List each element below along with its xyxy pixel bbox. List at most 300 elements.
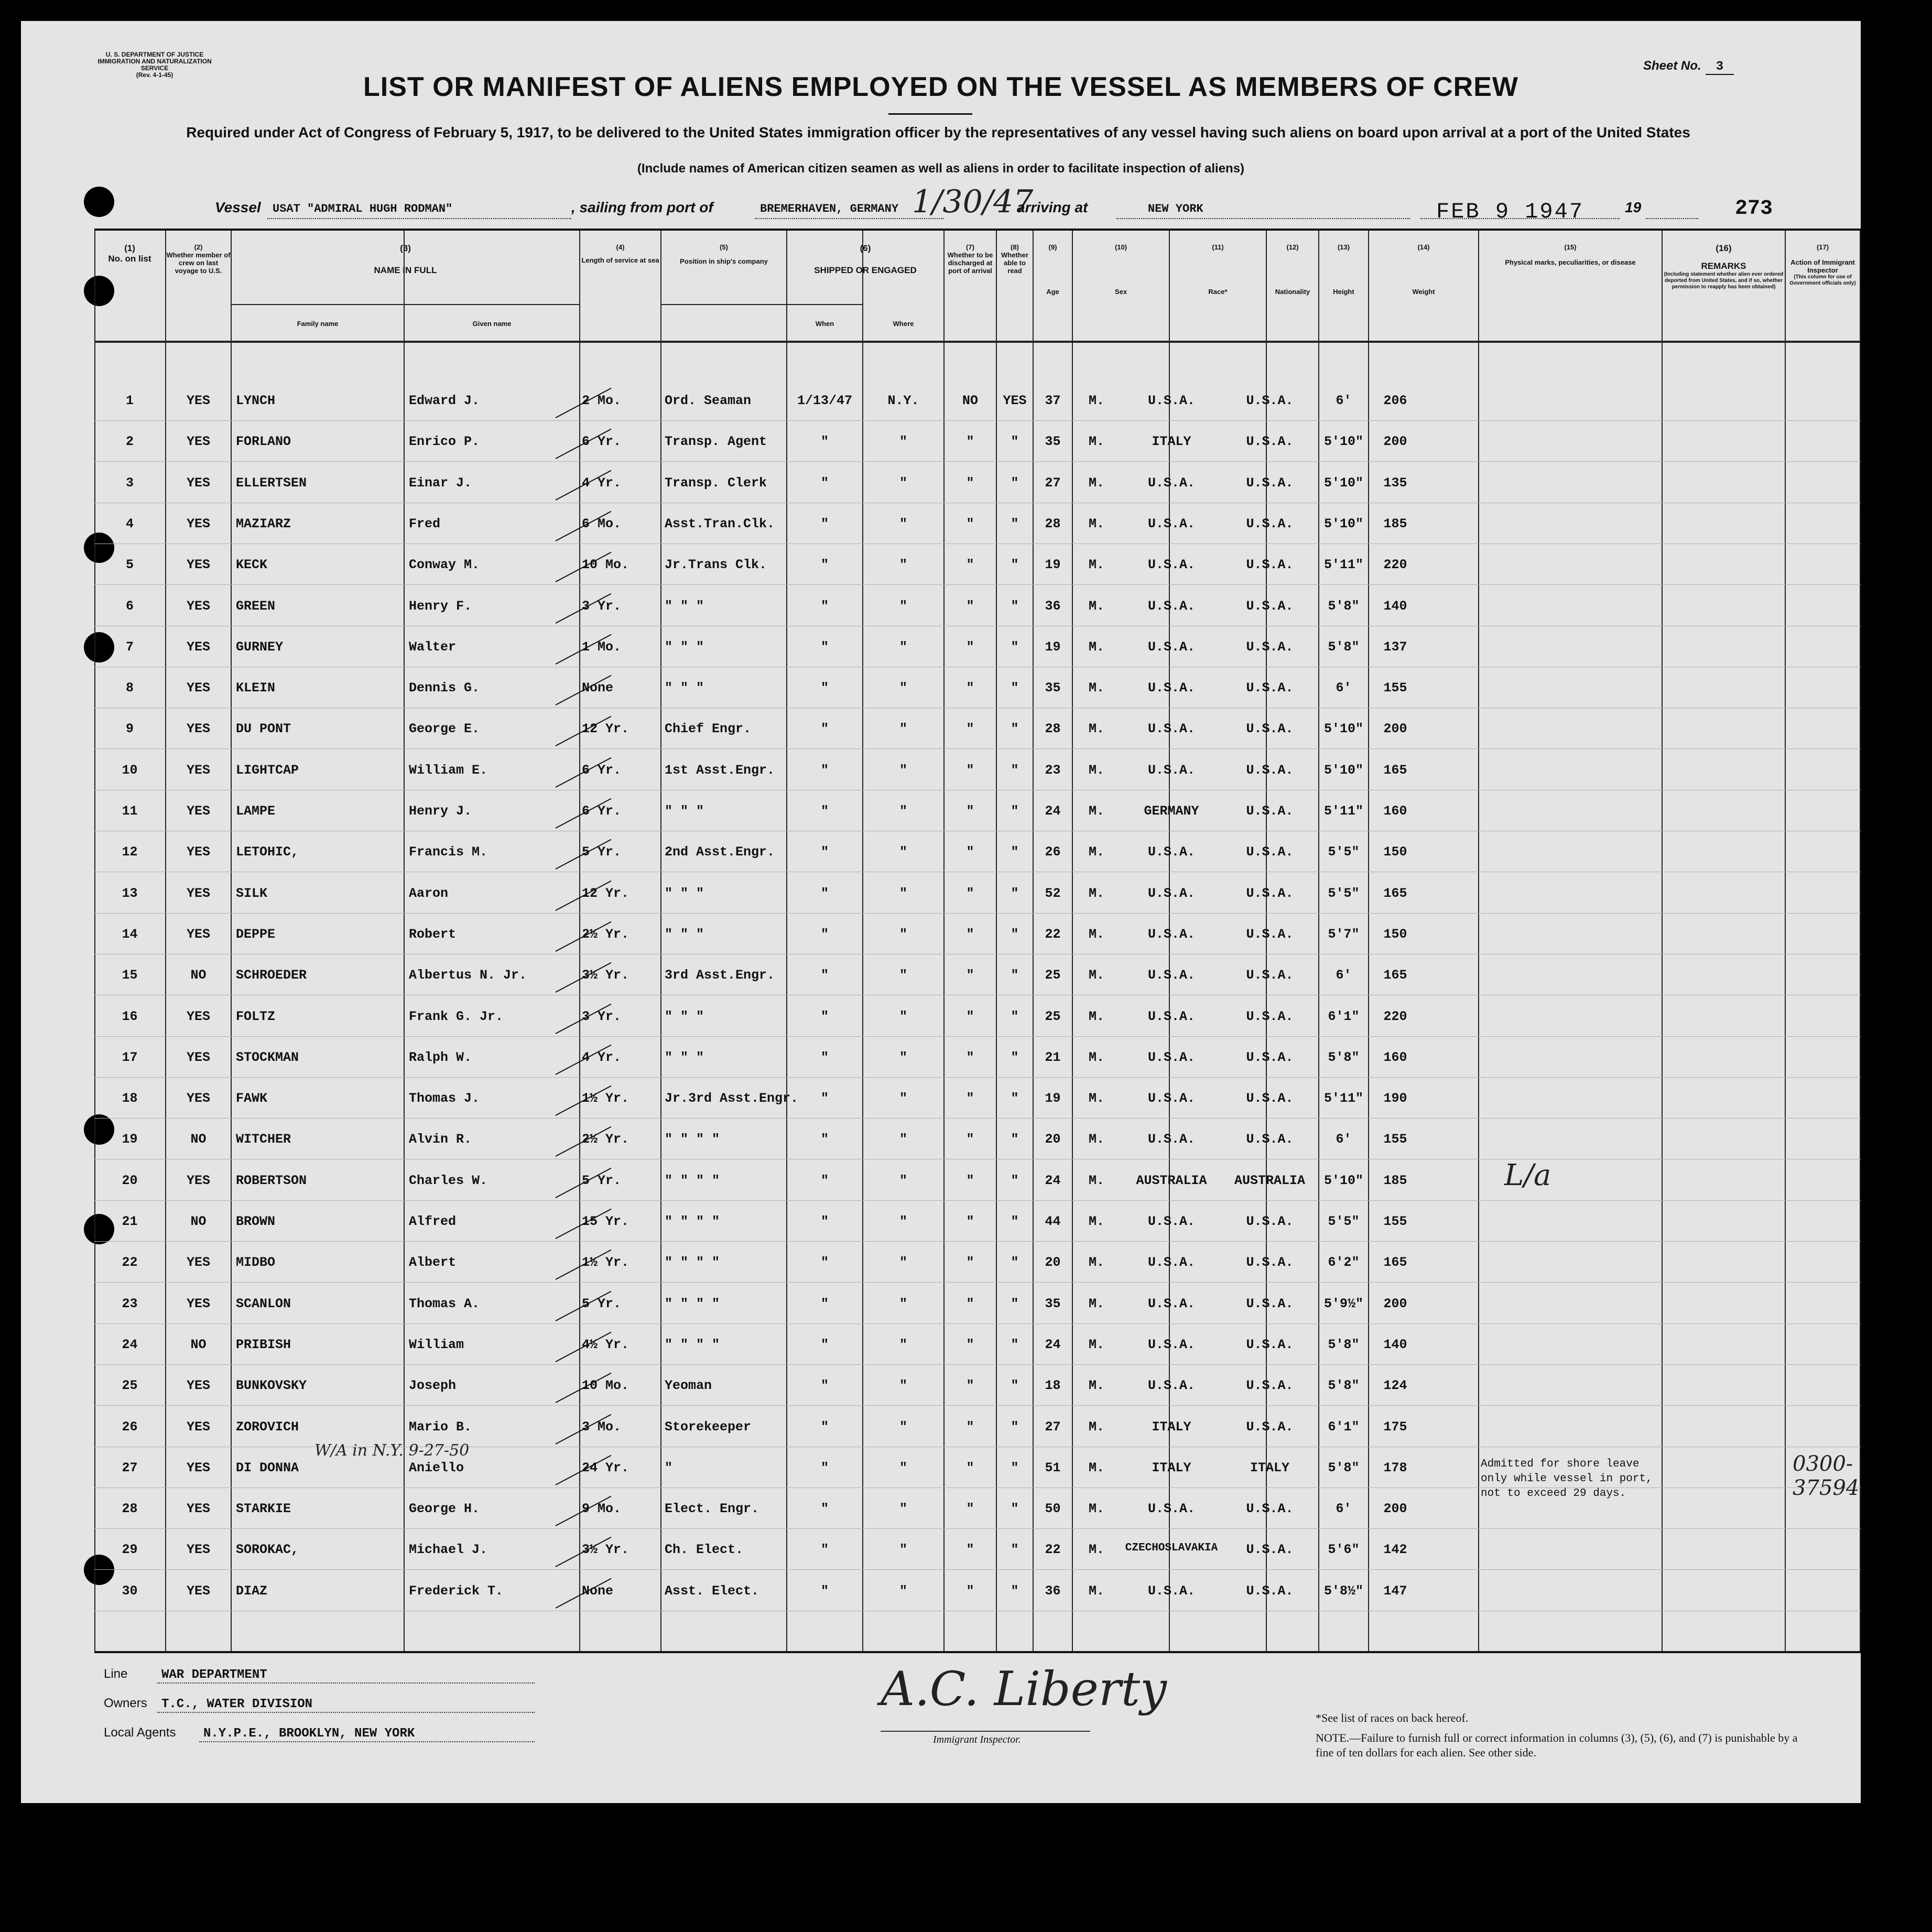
cell-position: Asst. Elect. — [665, 1583, 759, 1599]
col-shipped-header — [787, 243, 943, 276]
col-title: REMARKS — [1701, 261, 1746, 271]
cell-no: 29 — [122, 1542, 138, 1558]
cell-nat: U.S.A. — [1246, 926, 1294, 942]
col-family-header: Family name — [297, 320, 339, 328]
cell-height: 5'10" — [1323, 434, 1363, 450]
col-title: Whether able to read — [1001, 251, 1028, 275]
column-border — [404, 231, 405, 1651]
cell-height: 5'8" — [1328, 1460, 1360, 1475]
cell-when: " — [820, 1296, 829, 1311]
cell-family: ZOROVICH — [236, 1419, 299, 1435]
race-note: *See list of races on back hereof. — [1316, 1711, 1469, 1724]
cell-length: 6 Yr. — [582, 804, 622, 819]
cell-height: 5'8" — [1328, 1049, 1360, 1065]
cell-read: " — [1011, 804, 1019, 819]
manifest-sheet — [21, 21, 1861, 1803]
cell-race: U.S.A. — [1147, 475, 1195, 491]
cell-sex: M. — [1088, 1542, 1104, 1558]
cell-length: 3 Yr. — [582, 598, 622, 614]
cell-disch: " — [966, 968, 974, 983]
cell-read: " — [1011, 434, 1019, 450]
cell-where: " — [899, 598, 907, 614]
cell-disch: " — [966, 1255, 974, 1271]
cell-age: 35 — [1045, 1296, 1061, 1311]
cell-position: Elect. Engr. — [665, 1501, 759, 1517]
cell-where: " — [899, 639, 907, 655]
cell-given: Albert — [409, 1255, 457, 1271]
requirement-text: Required under Act of Congress of February 5, 1917, to be delivered to the United States immigration officer by the representatives of any vessel having such aliens on board upon arrival at a port of the United States — [186, 124, 1690, 140]
cell-where: N.Y. — [887, 393, 919, 408]
cell-read: " — [1011, 1542, 1019, 1558]
cell-race: U.S.A. — [1147, 1214, 1195, 1229]
cell-read: " — [1011, 1091, 1019, 1106]
cell-length: 5 Yr. — [582, 844, 622, 860]
column-border — [1478, 231, 1479, 1651]
cell-race: U.S.A. — [1147, 885, 1195, 901]
fill-line — [1420, 218, 1620, 219]
cell-weight: 155 — [1383, 1132, 1407, 1147]
col-title: Position in ship's company — [680, 257, 768, 265]
cell-race: CZECHOSLAVAKIA — [1125, 1542, 1218, 1555]
agency-line: (Rev. 4-1-45) — [136, 71, 173, 79]
cell-where: " — [899, 1132, 907, 1147]
cell-height: 5'8" — [1328, 1337, 1360, 1352]
cell-race: U.S.A. — [1147, 1132, 1195, 1147]
cell-length: 3½ Yr. — [582, 1542, 629, 1558]
cell-weight: 135 — [1383, 475, 1407, 491]
cell-height: 5'5" — [1328, 885, 1360, 901]
col-title: Race* — [1208, 288, 1228, 296]
cell-weight: 150 — [1383, 844, 1407, 860]
cell-age: 26 — [1045, 844, 1061, 860]
cell-length: 6 Mo. — [582, 516, 622, 531]
col-number: (12) — [1286, 243, 1299, 251]
col-title: Whether member of crew on last voyage to U.S. — [166, 251, 231, 275]
col-title: Whether to be discharged at port of arrival — [947, 251, 993, 275]
cell-family: DIAZ — [236, 1583, 268, 1599]
cell-race: U.S.A. — [1147, 680, 1195, 696]
cell-position: Chief Engr. — [665, 721, 752, 737]
cell-height: 5'8½" — [1323, 1583, 1363, 1599]
cell-age: 21 — [1045, 1049, 1061, 1065]
cell-weight: 185 — [1383, 516, 1407, 531]
cell-read: " — [1011, 762, 1019, 778]
line-value: WAR DEPARTMENT — [161, 1668, 267, 1682]
cell-weight: 200 — [1383, 1501, 1407, 1517]
cell-height: 5'8" — [1328, 1378, 1360, 1394]
cell-given: Walter — [409, 639, 457, 655]
cell-member: YES — [186, 557, 210, 573]
cell-disch: " — [966, 885, 974, 901]
cell-family: BUNKOVSKY — [236, 1378, 307, 1394]
cell-member: YES — [186, 516, 210, 531]
column-border — [1662, 231, 1663, 1651]
cell-where: " — [899, 1501, 907, 1517]
cell-sex: M. — [1088, 885, 1104, 901]
cell-no: 14 — [122, 926, 138, 942]
col-no-header — [94, 243, 165, 264]
cell-length: 4 Yr. — [582, 475, 622, 491]
cell-when: " — [820, 557, 829, 573]
cell-height: 5'11" — [1323, 1091, 1363, 1106]
cell-weight: 137 — [1383, 639, 1407, 655]
cell-length: None — [582, 680, 614, 696]
cell-disch: " — [966, 1501, 974, 1517]
page-title: LIST OR MANIFEST OF ALIENS EMPLOYED ON THE VESSEL AS MEMBERS OF CREW — [363, 72, 1518, 102]
cell-position: " — [665, 1460, 673, 1475]
cell-disch: " — [966, 680, 974, 696]
cell-position: " " " " — [665, 1214, 720, 1229]
cell-member: YES — [186, 721, 210, 737]
cell-race: U.S.A. — [1147, 968, 1195, 983]
cell-given: Edward J. — [409, 393, 480, 408]
cell-where: " — [899, 1460, 907, 1475]
cell-nat: U.S.A. — [1246, 1378, 1294, 1394]
cell-when: " — [820, 968, 829, 983]
cell-given: Albertus N. Jr. — [409, 968, 527, 983]
cell-weight: 140 — [1383, 598, 1407, 614]
cell-where: " — [899, 475, 907, 491]
cell-where: " — [899, 762, 907, 778]
cell-sex: M. — [1088, 475, 1104, 491]
cell-when: " — [820, 1337, 829, 1352]
cell-sex: M. — [1088, 598, 1104, 614]
cell-member: YES — [186, 1008, 210, 1024]
fill-line — [199, 1741, 535, 1742]
cell-given: William E. — [409, 762, 488, 778]
cell-given: Enrico P. — [409, 434, 480, 450]
column-border — [579, 231, 580, 1651]
fill-line — [1646, 218, 1698, 219]
cell-family: KLEIN — [236, 680, 276, 696]
cell-where: " — [899, 885, 907, 901]
year-label: 19 — [1625, 199, 1642, 215]
cell-when: " — [820, 434, 829, 450]
cell-height: 5'10" — [1323, 721, 1363, 737]
cell-age: 27 — [1045, 475, 1061, 491]
cell-length: 12 Yr. — [582, 885, 629, 901]
cell-read: " — [1011, 680, 1019, 696]
cell-length: 3 Yr. — [582, 1008, 622, 1024]
cell-length: 6 Yr. — [582, 762, 622, 778]
cell-position: " " " " — [665, 1173, 720, 1188]
cell-age: 25 — [1045, 968, 1061, 983]
cell-read: " — [1011, 926, 1019, 942]
cell-sex: M. — [1088, 1296, 1104, 1311]
cell-family: SCANLON — [236, 1296, 291, 1311]
cell-length: 1½ Yr. — [582, 1255, 629, 1271]
col-subtitle: (Including statement whether alien ever ordered deported from United States, and if so, whether permission to reapply has been obtained) — [1664, 272, 1784, 290]
cell-member: YES — [186, 1378, 210, 1394]
cell-weight: 160 — [1383, 1049, 1407, 1065]
row-rule — [94, 1036, 1861, 1037]
cell-age: 35 — [1045, 434, 1061, 450]
cell-weight: 155 — [1383, 680, 1407, 696]
cell-weight: 200 — [1383, 1296, 1407, 1311]
cell-weight: 142 — [1383, 1542, 1407, 1558]
cell-height: 6' — [1336, 680, 1352, 696]
cell-when: " — [820, 680, 829, 696]
col-action-header — [1786, 243, 1860, 287]
cell-length: 1½ Yr. — [582, 1091, 629, 1106]
cell-age: 24 — [1045, 1337, 1061, 1352]
cell-weight: 165 — [1383, 1255, 1407, 1271]
cell-sex: M. — [1088, 393, 1104, 408]
cell-member: NO — [190, 1337, 207, 1352]
cell-race: U.S.A. — [1147, 1091, 1195, 1106]
cell-position: Ord. Seaman — [665, 393, 752, 408]
cell-age: 51 — [1045, 1460, 1061, 1475]
cell-race: ITALY — [1152, 1460, 1191, 1475]
cell-no: 8 — [125, 680, 134, 696]
cell-given: Aniello — [409, 1460, 464, 1475]
cell-member: YES — [186, 680, 210, 696]
cell-position: Jr.Trans Clk. — [665, 557, 767, 573]
cell-given: George E. — [409, 721, 480, 737]
cell-no: 12 — [122, 844, 138, 860]
cell-member: YES — [186, 1501, 210, 1517]
col-title: Physical marks, peculiarities, or disease — [1505, 258, 1636, 266]
cell-family: BROWN — [236, 1214, 276, 1229]
cell-nat: U.S.A. — [1246, 1091, 1294, 1106]
cell-age: 35 — [1045, 680, 1061, 696]
col-sex-header — [1073, 243, 1169, 296]
cell-when: " — [820, 1583, 829, 1599]
cell-weight: 185 — [1383, 1173, 1407, 1188]
col-number: (7) — [966, 243, 974, 251]
cell-disch: " — [966, 1008, 974, 1024]
col-number: (17) — [1816, 243, 1829, 251]
cell-race: U.S.A. — [1147, 639, 1195, 655]
cell-read: " — [1011, 844, 1019, 860]
cell-family: LAMPE — [236, 804, 276, 819]
cell-when: " — [820, 762, 829, 778]
col-nationality-header — [1267, 243, 1318, 296]
cell-age: 20 — [1045, 1132, 1061, 1147]
cell-given: Mario B. — [409, 1419, 472, 1435]
cell-read: " — [1011, 1337, 1019, 1352]
cell-length: 4½ Yr. — [582, 1337, 629, 1352]
cell-weight: 124 — [1383, 1378, 1407, 1394]
col-member-header — [166, 243, 231, 275]
cell-no: 28 — [122, 1501, 138, 1517]
cell-position: " " " — [665, 639, 704, 655]
cell-when: " — [820, 1214, 829, 1229]
cell-position: Storekeeper — [665, 1419, 752, 1435]
cell-where: " — [899, 1337, 907, 1352]
cell-nat: U.S.A. — [1246, 639, 1294, 655]
cell-age: 23 — [1045, 762, 1061, 778]
cell-when: " — [820, 804, 829, 819]
col-title: Length of service at sea — [581, 256, 659, 264]
cell-length: 2½ Yr. — [582, 926, 629, 942]
cell-height: 6' — [1336, 968, 1352, 983]
cell-member: YES — [186, 639, 210, 655]
cell-position: " " " — [665, 804, 704, 819]
cell-given: Francis M. — [409, 844, 488, 860]
cell-when: " — [820, 1460, 829, 1475]
column-border — [1860, 231, 1861, 1651]
cell-sex: M. — [1088, 1419, 1104, 1435]
col-number: (9) — [1048, 243, 1057, 251]
cell-height: 5'11" — [1323, 557, 1363, 573]
col-number: (4) — [616, 243, 625, 251]
cell-when: " — [820, 1542, 829, 1558]
cell-sex: M. — [1088, 1583, 1104, 1599]
cell-read: " — [1011, 1378, 1019, 1394]
cell-when: " — [820, 1419, 829, 1435]
cell-family: FOLTZ — [236, 1008, 276, 1024]
cell-weight: 160 — [1383, 804, 1407, 819]
row-rule — [94, 1528, 1861, 1529]
cell-where: " — [899, 1173, 907, 1188]
cell-no: 5 — [125, 557, 134, 573]
cell-given: Conway M. — [409, 557, 480, 573]
cell-race: U.S.A. — [1147, 1378, 1195, 1394]
cell-read: " — [1011, 721, 1019, 737]
cell-member: YES — [186, 1419, 210, 1435]
cell-nat: U.S.A. — [1246, 844, 1294, 860]
col-number: (11) — [1212, 243, 1224, 251]
cell-nat: U.S.A. — [1246, 762, 1294, 778]
inspector-signature: A.C. Liberty — [881, 1662, 1167, 1717]
cell-race: U.S.A. — [1147, 1008, 1195, 1024]
cell-weight: 155 — [1383, 1214, 1407, 1229]
cell-where: " — [899, 1255, 907, 1271]
cell-weight: 150 — [1383, 926, 1407, 942]
cell-position: " " " — [665, 885, 704, 901]
agency-line: IMMIGRATION AND NATURALIZATION SERVICE — [97, 58, 212, 72]
cell-given: Henry J. — [409, 804, 472, 819]
column-border — [660, 231, 661, 1651]
cell-no: 30 — [122, 1583, 138, 1599]
owners-label: Owners — [104, 1696, 147, 1710]
row-rule — [94, 420, 1861, 421]
cell-when: " — [820, 1049, 829, 1065]
crew-table — [94, 229, 1861, 1653]
cell-read: " — [1011, 475, 1019, 491]
column-border — [231, 231, 232, 1651]
cell-disch: " — [966, 639, 974, 655]
cell-when: " — [820, 598, 829, 614]
cell-when: " — [820, 844, 829, 860]
cell-family: LETOHIC, — [236, 844, 299, 860]
cell-height: 6'1" — [1328, 1419, 1360, 1435]
col-title: SHIPPED OR ENGAGED — [814, 265, 917, 275]
cell-sex: M. — [1088, 1008, 1104, 1024]
cell-weight: 175 — [1383, 1419, 1407, 1435]
cell-where: " — [899, 1583, 907, 1599]
row-rule — [94, 1405, 1861, 1406]
cell-age: 36 — [1045, 598, 1061, 614]
cell-sex: M. — [1088, 1214, 1104, 1229]
cell-disch: " — [966, 516, 974, 531]
cell-where: " — [899, 1008, 907, 1024]
cell-nat: U.S.A. — [1246, 680, 1294, 696]
cell-member: YES — [186, 844, 210, 860]
cell-given: Joseph — [409, 1378, 457, 1394]
cell-family: LIGHTCAP — [236, 762, 299, 778]
col-title: No. on list — [108, 254, 151, 264]
cell-weight: 190 — [1383, 1091, 1407, 1106]
cell-height: 5'11" — [1323, 804, 1363, 819]
cell-member: NO — [190, 1132, 207, 1147]
cell-sex: M. — [1088, 639, 1104, 655]
cell-race: U.S.A. — [1147, 844, 1195, 860]
cell-position: " " " " — [665, 1296, 720, 1311]
col-number: (6) — [860, 243, 871, 253]
col-where-header: Where — [893, 320, 914, 328]
cell-no: 23 — [122, 1296, 138, 1311]
cell-disch: " — [966, 1583, 974, 1599]
cell-length: None — [582, 1583, 614, 1599]
cell-read: " — [1011, 1049, 1019, 1065]
cell-disch: " — [966, 844, 974, 860]
cell-sex: M. — [1088, 1173, 1104, 1188]
cell-height: 5'8" — [1328, 639, 1360, 655]
cell-disch: " — [966, 926, 974, 942]
cell-disch: " — [966, 557, 974, 573]
cell-read: " — [1011, 639, 1019, 655]
cell-no: 16 — [122, 1008, 138, 1024]
cell-family: DEPPE — [236, 926, 276, 942]
cell-height: 5'10" — [1323, 516, 1363, 531]
cell-position: Asst.Tran.Clk. — [665, 516, 775, 531]
cell-disch: " — [966, 1214, 974, 1229]
cell-no: 3 — [125, 475, 134, 491]
cell-race: U.S.A. — [1147, 1583, 1195, 1599]
cell-no: 18 — [122, 1091, 138, 1106]
cell-nat: U.S.A. — [1246, 1583, 1294, 1599]
cell-position: 3rd Asst.Engr. — [665, 968, 775, 983]
cell-height: 6'2" — [1328, 1255, 1360, 1271]
cell-race: AUSTRALIA — [1136, 1173, 1207, 1188]
cell-age: 18 — [1045, 1378, 1061, 1394]
cell-member: YES — [186, 762, 210, 778]
cell-age: 44 — [1045, 1214, 1061, 1229]
cell-race: ITALY — [1152, 1419, 1191, 1435]
cell-height: 5'10" — [1323, 762, 1363, 778]
cell-age: 27 — [1045, 1419, 1061, 1435]
cell-sex: M. — [1088, 721, 1104, 737]
cell-disch: " — [966, 804, 974, 819]
col-number: (2) — [194, 243, 203, 251]
cell-given: George H. — [409, 1501, 480, 1517]
cell-age: 37 — [1045, 393, 1061, 408]
cell-race: U.S.A. — [1147, 598, 1195, 614]
cell-given: Einar J. — [409, 475, 472, 491]
cell-length: 15 Yr. — [582, 1214, 629, 1229]
cell-when: " — [820, 1501, 829, 1517]
col-read-header — [997, 243, 1033, 275]
cell-length: 3 Mo. — [582, 1419, 622, 1435]
cell-family: FORLANO — [236, 434, 291, 450]
row-rule — [94, 913, 1861, 914]
cell-weight: 147 — [1383, 1583, 1407, 1599]
cell-length: 4 Yr. — [582, 1049, 622, 1065]
cell-nat: U.S.A. — [1246, 598, 1294, 614]
cell-given: Thomas A. — [409, 1296, 480, 1311]
cell-disch: " — [966, 598, 974, 614]
cell-length: 2 Mo. — [582, 393, 622, 408]
cell-family: GREEN — [236, 598, 276, 614]
penalty-note: NOTE.—Failure to furnish full or correct information in columns (3), (5), (6), and (7) is punishable by a fine of ten dollars for each alien. See other side. — [1316, 1731, 1798, 1759]
cell-sex: M. — [1088, 1255, 1104, 1271]
cell-read: " — [1011, 516, 1019, 531]
col-title: Height — [1333, 288, 1354, 296]
cell-no: 26 — [122, 1419, 138, 1435]
col-given-header: Given name — [472, 320, 512, 328]
